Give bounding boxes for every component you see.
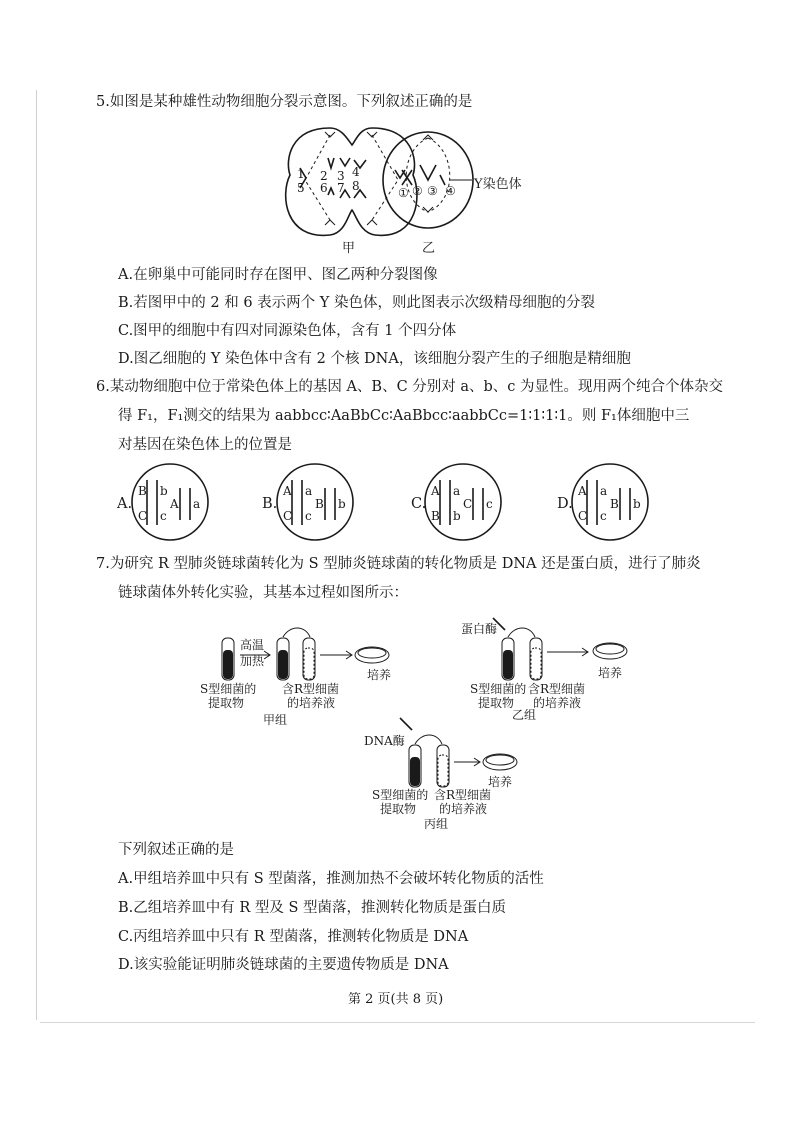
r-culture-label-1: 含R型细菌 bbox=[282, 682, 340, 696]
r-culture-label-1: 含R型细菌 bbox=[434, 788, 492, 802]
q7-stem-line-2: 链球菌体外转化实验，其基本过程如图所示： bbox=[118, 585, 408, 601]
s-extract-label-1: S型细菌的 bbox=[470, 682, 527, 696]
q5-option-b: B.若图甲中的 2 和 6 表示两个 Y 染色体，则此图表示次级精母细胞的分裂 bbox=[118, 295, 595, 311]
gene-label: A bbox=[431, 484, 440, 498]
gene-label: A bbox=[578, 484, 587, 498]
q6-stem-line-2: 得 F₁，F₁测交的结果为 aabbcc∶AaBbCc∶AaBbcc∶aabbCc=1∶1∶1∶1。则 F₁体细胞中三 bbox=[118, 408, 690, 424]
gene-label: b bbox=[633, 497, 641, 511]
q7-prompt: 下列叙述正确的是 bbox=[118, 842, 234, 858]
q5-option-a: A.在卵巢中可能同时存在图甲、图乙两种分裂图像 bbox=[118, 267, 438, 283]
s-extract-label-2: 提取物 bbox=[208, 696, 245, 710]
jia-number-4: 4 bbox=[352, 165, 360, 179]
gene-label: c bbox=[160, 509, 167, 523]
q5-stem: 5.如图是某种雄性动物细胞分裂示意图。下列叙述正确的是 bbox=[96, 94, 473, 110]
q6-option-label: A. bbox=[117, 496, 133, 512]
q7-stem-line-1: 7.为研究 R 型肺炎链球菌转化为 S 型肺炎链球菌的转化物质是 DNA 还是蛋白质，进行了肺炎 bbox=[96, 556, 701, 572]
dnase-label: DNA酶 bbox=[364, 734, 405, 748]
q6-stem-line-3: 对基因在染色体上的位置是 bbox=[118, 437, 292, 453]
q7-option-b: B.乙组培养皿中有 R 型及 S 型菌落，推测转化物质是蛋白质 bbox=[118, 900, 507, 916]
s-extract-label-2: 提取物 bbox=[380, 802, 417, 816]
jia-label: 甲 bbox=[342, 241, 356, 256]
yi-number-1: ① bbox=[398, 186, 409, 200]
y-chromosome-label: Y染色体 bbox=[474, 177, 522, 192]
q7-option-a: A.甲组培养皿中只有 S 型菌落，推测加热不会破坏转化物质的活性 bbox=[118, 871, 544, 887]
gene-label: b bbox=[453, 509, 461, 523]
gene-label: A bbox=[170, 497, 179, 511]
q6-option-label: C. bbox=[411, 496, 427, 512]
gene-label: B bbox=[610, 497, 619, 511]
group-yi-label: 乙组 bbox=[512, 708, 537, 722]
r-culture-label-2: 的培养液 bbox=[439, 802, 488, 816]
page-footer: 第 2 页(共 8 页) bbox=[348, 992, 444, 1007]
jia-number-3: 3 bbox=[337, 169, 345, 183]
gene-label: a bbox=[305, 484, 313, 498]
gene-label: C bbox=[578, 509, 588, 523]
jia-number-7: 7 bbox=[337, 181, 345, 195]
group-bing-label: 丙组 bbox=[424, 817, 449, 831]
protease-label: 蛋白酶 bbox=[461, 622, 498, 636]
q6-option-label: B. bbox=[262, 496, 278, 512]
q5-option-d: D.图乙细胞的 Y 染色体中含有 2 个核 DNA，该细胞分裂产生的子细胞是精细胞 bbox=[118, 351, 631, 367]
gene-label: a bbox=[193, 497, 201, 511]
q7-option-d: D.该实验能证明肺炎链球菌的主要遗传物质是 DNA bbox=[118, 957, 449, 973]
yi-number-4: ④ bbox=[445, 184, 456, 198]
gene-label: A bbox=[283, 484, 292, 498]
q7-option-c: C.丙组培养皿中只有 R 型菌落，推测转化物质是 DNA bbox=[118, 929, 469, 945]
gene-label: B bbox=[138, 484, 147, 498]
gene-label: b bbox=[160, 484, 168, 498]
r-culture-label-2: 的培养液 bbox=[287, 696, 336, 710]
group-jia-label: 甲组 bbox=[263, 713, 288, 727]
gene-label: C bbox=[283, 509, 293, 523]
jia-number-5: 5 bbox=[297, 181, 305, 195]
jia-number-6: 6 bbox=[320, 181, 328, 195]
culture-label: 培养 bbox=[488, 775, 513, 789]
jia-number-2: 2 bbox=[320, 169, 328, 183]
jia-number-1: 1 bbox=[297, 167, 305, 181]
r-culture-label-1: 含R型细菌 bbox=[528, 682, 586, 696]
gene-label: B bbox=[431, 509, 440, 523]
gene-label: b bbox=[338, 497, 346, 511]
jia-number-8: 8 bbox=[352, 179, 360, 193]
gene-label: c bbox=[486, 497, 493, 511]
gene-label: B bbox=[315, 497, 324, 511]
yi-label: 乙 bbox=[422, 241, 436, 256]
gene-label: C bbox=[138, 509, 148, 523]
q6-stem-line-1: 6.某动物细胞中位于常染色体上的基因 A、B、C 分别对 a、b、c 为显性。现用两个纯合个体杂交 bbox=[96, 379, 724, 395]
yi-number-2: ② bbox=[412, 184, 423, 198]
s-extract-label-1: S型细菌的 bbox=[200, 682, 257, 696]
q6-option-label: D. bbox=[557, 496, 573, 512]
yi-number-3: ③ bbox=[427, 184, 438, 198]
q5-option-c: C.图甲的细胞中有四对同源染色体，含有 1 个四分体 bbox=[118, 323, 457, 339]
s-extract-label-1: S型细菌的 bbox=[372, 788, 429, 802]
s-extract-label-2: 提取物 bbox=[478, 696, 515, 710]
r-culture-label-2: 的培养液 bbox=[533, 696, 582, 710]
heat-label-line1: 高温 bbox=[240, 638, 265, 652]
culture-label: 培养 bbox=[367, 668, 392, 682]
page-bottom-line bbox=[40, 1022, 755, 1023]
gene-label: c bbox=[305, 509, 312, 523]
gene-label: a bbox=[600, 484, 608, 498]
gene-label: c bbox=[600, 509, 607, 523]
gene-label: a bbox=[453, 484, 461, 498]
heat-label-line2: 加热 bbox=[240, 654, 265, 668]
culture-label: 培养 bbox=[598, 666, 623, 680]
gene-label: C bbox=[463, 497, 473, 511]
